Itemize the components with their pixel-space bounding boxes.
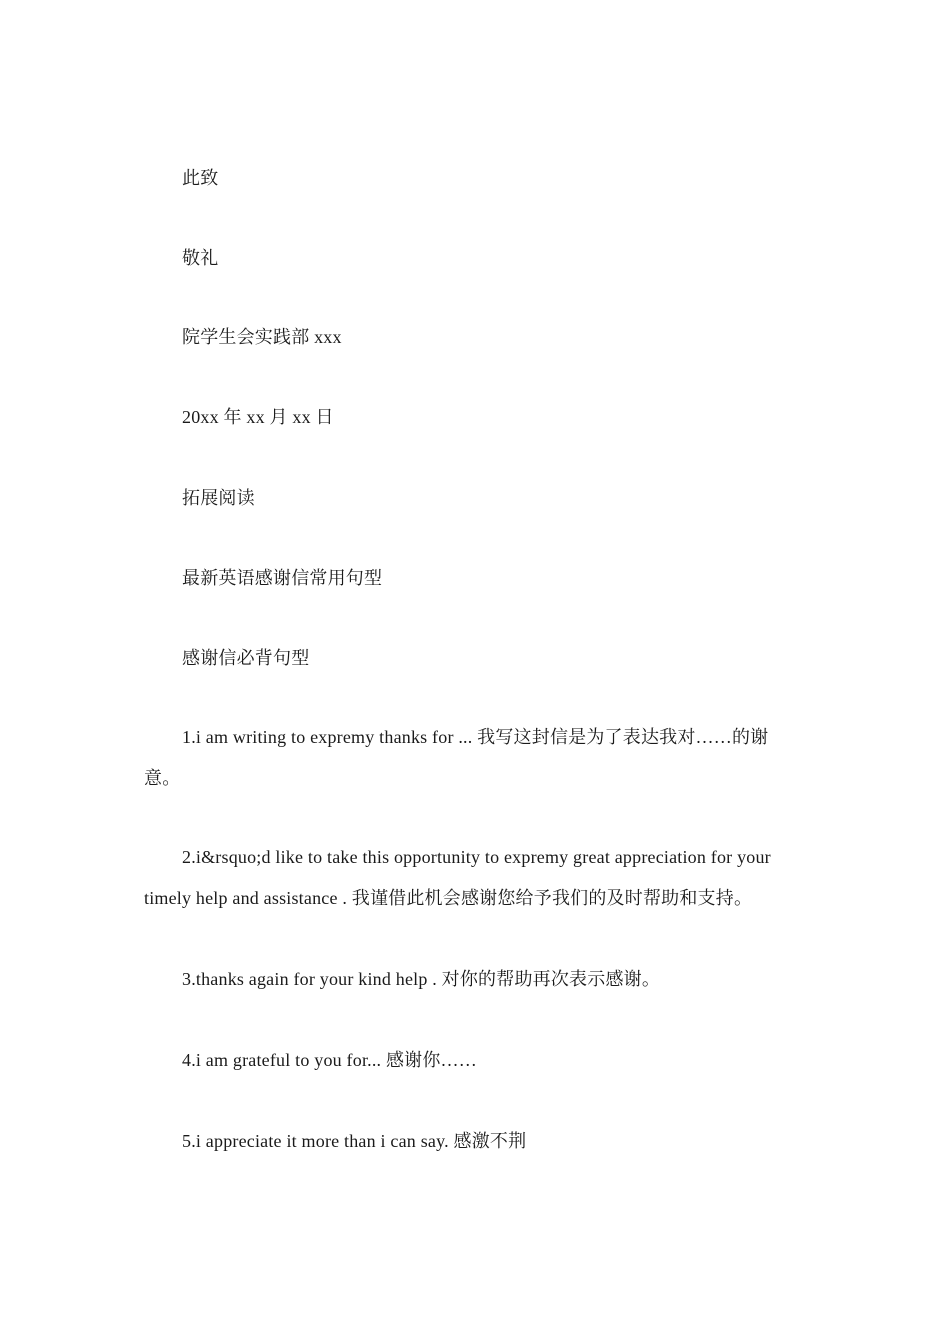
sentence-item: 2.i&rsquo;d like to take this opportunity to expremy great appreciation for your timely help and assistance . 我谨借此机会感谢您给予我们的及时帮助和支持。	[144, 847, 771, 908]
section-title: 感谢信必背句型	[182, 648, 310, 668]
sentence-item: 5.i appreciate it more than i can say. 感激不荆	[182, 1131, 527, 1151]
closing-salutation-1: 此致	[182, 168, 219, 188]
sentence-item: 3.thanks again for your kind help . 对你的帮助再次表示感谢。	[182, 969, 661, 989]
sentence-item: 4.i am grateful to you for... 感谢你……	[182, 1050, 477, 1070]
letter-date: 20xx 年 xx 月 xx 日	[182, 407, 334, 427]
extended-reading-heading: 拓展阅读	[182, 488, 255, 508]
sentence-item: 1.i am writing to expremy thanks for ... 我写这封信是为了表达我对……的谢意。	[144, 727, 769, 788]
signature: 院学生会实践部 xxx	[182, 327, 342, 347]
article-title: 最新英语感谢信常用句型	[182, 568, 383, 588]
closing-salutation-2: 敬礼	[182, 248, 219, 268]
